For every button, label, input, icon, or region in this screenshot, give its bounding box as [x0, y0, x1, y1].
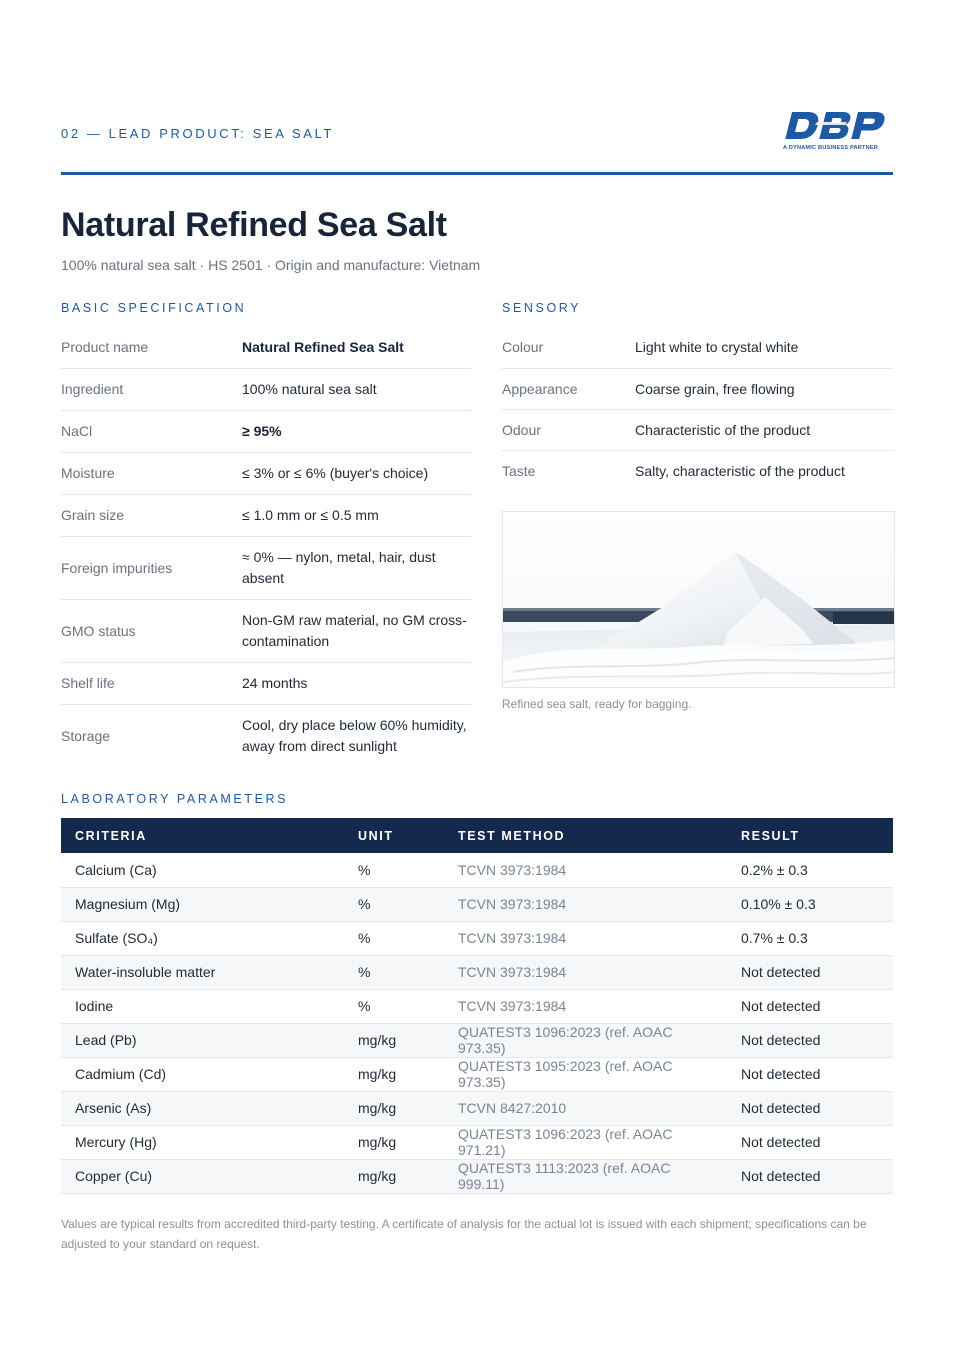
spec-value: ≤ 3% or ≤ 6% (buyer's choice) [242, 453, 471, 495]
unit-cell: % [344, 955, 444, 989]
sensory-value: Characteristic of the product [635, 409, 893, 450]
sensory-table [502, 327, 893, 491]
result-cell: 0.7% ± 0.3 [727, 921, 893, 955]
sensory-row [502, 409, 893, 450]
criteria-cell: Arsenic (As) [61, 1091, 344, 1125]
table-row [61, 1159, 893, 1193]
spec-label: Grain size [61, 495, 242, 537]
logo-tagline: A DYNAMIC BUSINESS PARTNER [783, 145, 879, 151]
spec-value: Natural Refined Sea Salt [242, 327, 471, 369]
table-row [61, 989, 893, 1023]
table-row [61, 853, 893, 887]
result-cell: Not detected [727, 1091, 893, 1125]
table-row [61, 921, 893, 955]
spec-value: 24 months [242, 663, 471, 705]
spec-value: ≈ 0% — nylon, metal, hair, dust absent [242, 537, 471, 600]
criteria-cell: Cadmium (Cd) [61, 1057, 344, 1091]
column-header-unit: UNIT [344, 818, 444, 853]
sensory-row [502, 450, 893, 491]
spec-value: ≤ 1.0 mm or ≤ 0.5 mm [242, 495, 471, 537]
sensory-value: Coarse grain, free flowing [635, 368, 893, 409]
method-cell: QUATEST3 1113:2023 (ref. AOAC 999.11) [444, 1159, 727, 1193]
table-row [61, 955, 893, 989]
spec-label: Foreign impurities [61, 537, 242, 600]
column-header-test-method: TEST METHOD [444, 818, 727, 853]
page-subtitle: 100% natural sea salt · HS 2501 · Origin and manufacture: Vietnam [61, 257, 481, 273]
salt-pile-illustration [503, 512, 895, 688]
spec-row [61, 600, 471, 663]
sensory-label: Taste [502, 462, 536, 479]
spec-row [61, 411, 471, 453]
table-row [61, 1125, 893, 1159]
unit-cell: % [344, 853, 444, 887]
spec-label: Storage [61, 727, 111, 744]
table-row [61, 887, 893, 921]
sensory-row [502, 368, 893, 409]
spec-row [61, 705, 471, 768]
spec-label: GMO status [61, 600, 242, 663]
result-cell: Not detected [727, 1023, 893, 1057]
section-label: 02 — LEAD PRODUCT: SEA SALT [61, 126, 334, 141]
sensory-value: Light white to crystal white [635, 327, 893, 368]
table-row [61, 1023, 893, 1057]
sensory-row [502, 327, 893, 368]
spec-value: ≥ 95% [242, 411, 471, 453]
spec-row [61, 327, 471, 369]
unit-cell: mg/kg [344, 1159, 444, 1193]
method-cell: QUATEST3 1096:2023 (ref. AOAC 973.35) [444, 1023, 727, 1057]
footnote: Values are typical results from accredited third-party testing. A certificate of analysis for the actual lot is issued with each shipment; specifications can be adjusted to your standard on request. [61, 1217, 867, 1251]
sensory-heading: SENSORY [502, 301, 582, 315]
sensory-label: Odour [502, 409, 635, 450]
result-cell: Not detected [727, 1125, 893, 1159]
result-cell: 0.2% ± 0.3 [727, 853, 893, 887]
spec-label: Product name [61, 327, 242, 369]
spec-label: Ingredient [61, 369, 242, 411]
method-cell: TCVN 3973:1984 [444, 853, 727, 887]
dbp-logo-mark [783, 108, 893, 144]
spec-label: Moisture [61, 453, 242, 495]
method-cell: TCVN 3973:1984 [444, 989, 727, 1023]
method-cell: TCVN 8427:2010 [444, 1091, 727, 1125]
criteria-cell: Iodine [61, 989, 344, 1023]
spec-row [61, 369, 471, 411]
criteria-cell: Magnesium (Mg) [61, 887, 344, 921]
unit-cell: mg/kg [344, 1125, 444, 1159]
unit-cell: mg/kg [344, 1057, 444, 1091]
basic-spec-heading: BASIC SPECIFICATION [61, 301, 247, 315]
column-header-criteria: CRITERIA [61, 818, 344, 853]
unit-cell: % [344, 921, 444, 955]
photo-caption: Refined sea salt, ready for bagging. [502, 697, 692, 711]
criteria-cell: Sulfate (SO₄) [61, 921, 344, 955]
spec-label: Shelf life [61, 663, 242, 705]
method-cell: TCVN 3973:1984 [444, 955, 727, 989]
sensory-label: Colour [502, 327, 635, 368]
basic-spec-table [61, 327, 471, 767]
salt-pile-photo [502, 511, 895, 688]
lab-header-row [61, 818, 893, 853]
criteria-cell: Calcium (Ca) [61, 853, 344, 887]
header-rule [61, 172, 893, 175]
result-cell: Not detected [727, 955, 893, 989]
sensory-label: Appearance [502, 368, 635, 409]
method-cell: QUATEST3 1096:2023 (ref. AOAC 971.21) [444, 1125, 727, 1159]
spec-value: Cool, dry place below 60% humidity, away from direct sunlight [242, 717, 467, 754]
spec-label: NaCl [61, 411, 242, 453]
criteria-cell: Lead (Pb) [61, 1023, 344, 1057]
spec-row [61, 453, 471, 495]
unit-cell: % [344, 887, 444, 921]
spec-row [61, 663, 471, 705]
spec-row [61, 537, 471, 600]
spec-value: Non-GM raw material, no GM cross-contamination [242, 600, 471, 663]
sensory-value: Salty, characteristic of the product [635, 462, 845, 479]
table-row [61, 1091, 893, 1125]
lab-parameters-table [61, 818, 893, 1194]
method-cell: TCVN 3973:1984 [444, 921, 727, 955]
column-header-result: RESULT [727, 818, 893, 853]
dbp-logo [783, 108, 893, 156]
result-cell: Not detected [727, 989, 893, 1023]
result-cell: 0.10% ± 0.3 [727, 887, 893, 921]
page-title: Natural Refined Sea Salt [61, 206, 447, 244]
unit-cell: % [344, 989, 444, 1023]
lab-heading: LABORATORY PARAMETERS [61, 792, 289, 806]
result-cell: Not detected [727, 1159, 893, 1193]
unit-cell: mg/kg [344, 1091, 444, 1125]
unit-cell: mg/kg [344, 1023, 444, 1057]
method-cell: TCVN 3973:1984 [444, 887, 727, 921]
criteria-cell: Copper (Cu) [61, 1159, 344, 1193]
criteria-cell: Water-insoluble matter [61, 955, 344, 989]
spec-value: 100% natural sea salt [242, 369, 471, 411]
method-cell: QUATEST3 1095:2023 (ref. AOAC 973.35) [444, 1057, 727, 1091]
result-cell: Not detected [727, 1057, 893, 1091]
criteria-cell: Mercury (Hg) [61, 1125, 344, 1159]
table-row [61, 1057, 893, 1091]
spec-row [61, 495, 471, 537]
